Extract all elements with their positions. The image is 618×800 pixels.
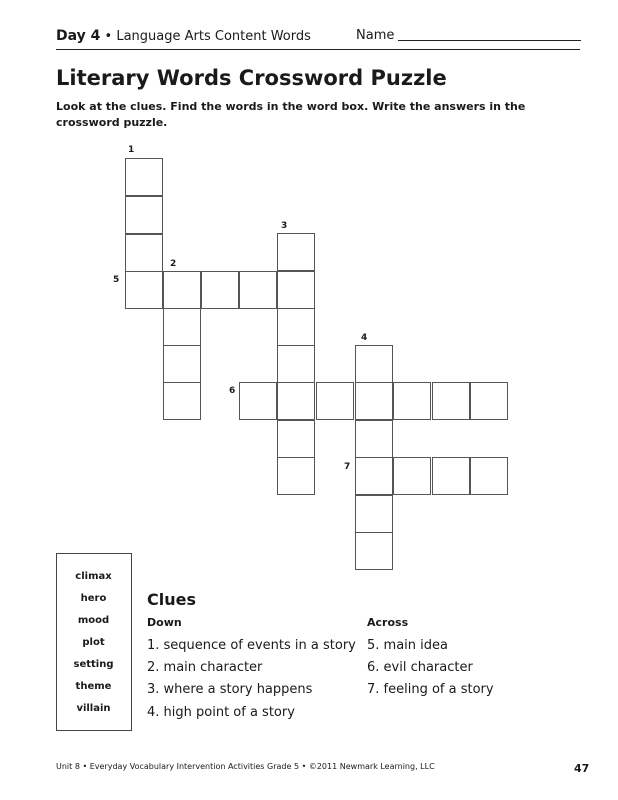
crossword-cell[interactable] [201,271,239,309]
down-clue: 4. high point of a story [147,705,295,720]
crossword-cell[interactable] [125,234,163,272]
crossword-cell[interactable] [470,457,508,495]
page-title: Literary Words Crossword Puzzle [56,66,447,90]
crossword-cell[interactable] [355,532,393,570]
subject-label: Language Arts Content Words [116,29,311,44]
down-clue: 1. sequence of events in a story [147,638,356,653]
clue-number-2: 2 [170,259,177,269]
crossword-cell[interactable] [277,420,315,458]
crossword-cell[interactable] [125,158,163,196]
crossword-cell[interactable] [277,382,315,420]
clues-heading: Clues [147,590,196,609]
crossword-cell[interactable] [163,271,201,309]
crossword-cell[interactable] [470,382,508,420]
crossword-cell[interactable] [239,271,277,309]
crossword-cell[interactable] [277,457,315,495]
crossword-cell[interactable] [163,308,201,346]
crossword-cell[interactable] [355,345,393,383]
page-number: 47 [574,762,590,775]
instructions: Look at the clues. Find the words in the word box. Write the answers in the crossword puzzle. [56,100,526,129]
clue-number-5: 5 [113,275,120,285]
word-box-item: theme [75,681,112,692]
crossword-cell[interactable] [355,457,393,495]
crossword-cell[interactable] [125,196,163,234]
day-label: Day 4 [56,28,101,44]
crossword-cell[interactable] [355,495,393,533]
clue-number-1: 1 [128,145,135,155]
crossword-cell[interactable] [277,308,315,346]
clue-number-3: 3 [281,221,288,231]
across-heading: Across [367,616,409,629]
clue-number-6: 6 [229,386,236,396]
crossword-cell[interactable] [277,345,315,383]
crossword-cell[interactable] [355,420,393,458]
word-box-item: mood [77,615,110,626]
word-box-item: plot [82,637,105,648]
word-box-item: climax [75,571,112,582]
clue-number-4: 4 [361,333,368,343]
crossword-cell[interactable] [316,382,354,420]
crossword-cell[interactable] [432,457,470,495]
crossword-cell[interactable] [163,345,201,383]
name-label: Name [356,28,395,43]
crossword-cell[interactable] [393,382,431,420]
across-clue: 5. main idea [367,638,448,653]
down-clue: 2. main character [147,660,263,675]
header-bullet: • [104,29,113,44]
crossword-cell[interactable] [277,271,315,309]
down-heading: Down [147,616,182,629]
crossword-cell[interactable] [125,271,163,309]
crossword-cell[interactable] [355,382,393,420]
word-box-item: setting [73,659,114,670]
across-clue: 7. feeling of a story [367,682,494,697]
crossword-cell[interactable] [277,233,315,271]
footer-credit: Unit 8 • Everyday Vocabulary Intervention Activities Grade 5 • ©2011 Newmark Learning, LLC [56,762,435,771]
word-box-item: villain [76,703,111,714]
across-clue: 6. evil character [367,660,473,675]
clue-number-7: 7 [344,462,351,472]
crossword-cell[interactable] [432,382,470,420]
crossword-cell[interactable] [393,457,431,495]
crossword-cell[interactable] [239,382,277,420]
word-box [56,553,132,731]
word-box-item: hero [80,593,107,604]
crossword-cell[interactable] [163,382,201,420]
down-clue: 3. where a story happens [147,682,313,697]
